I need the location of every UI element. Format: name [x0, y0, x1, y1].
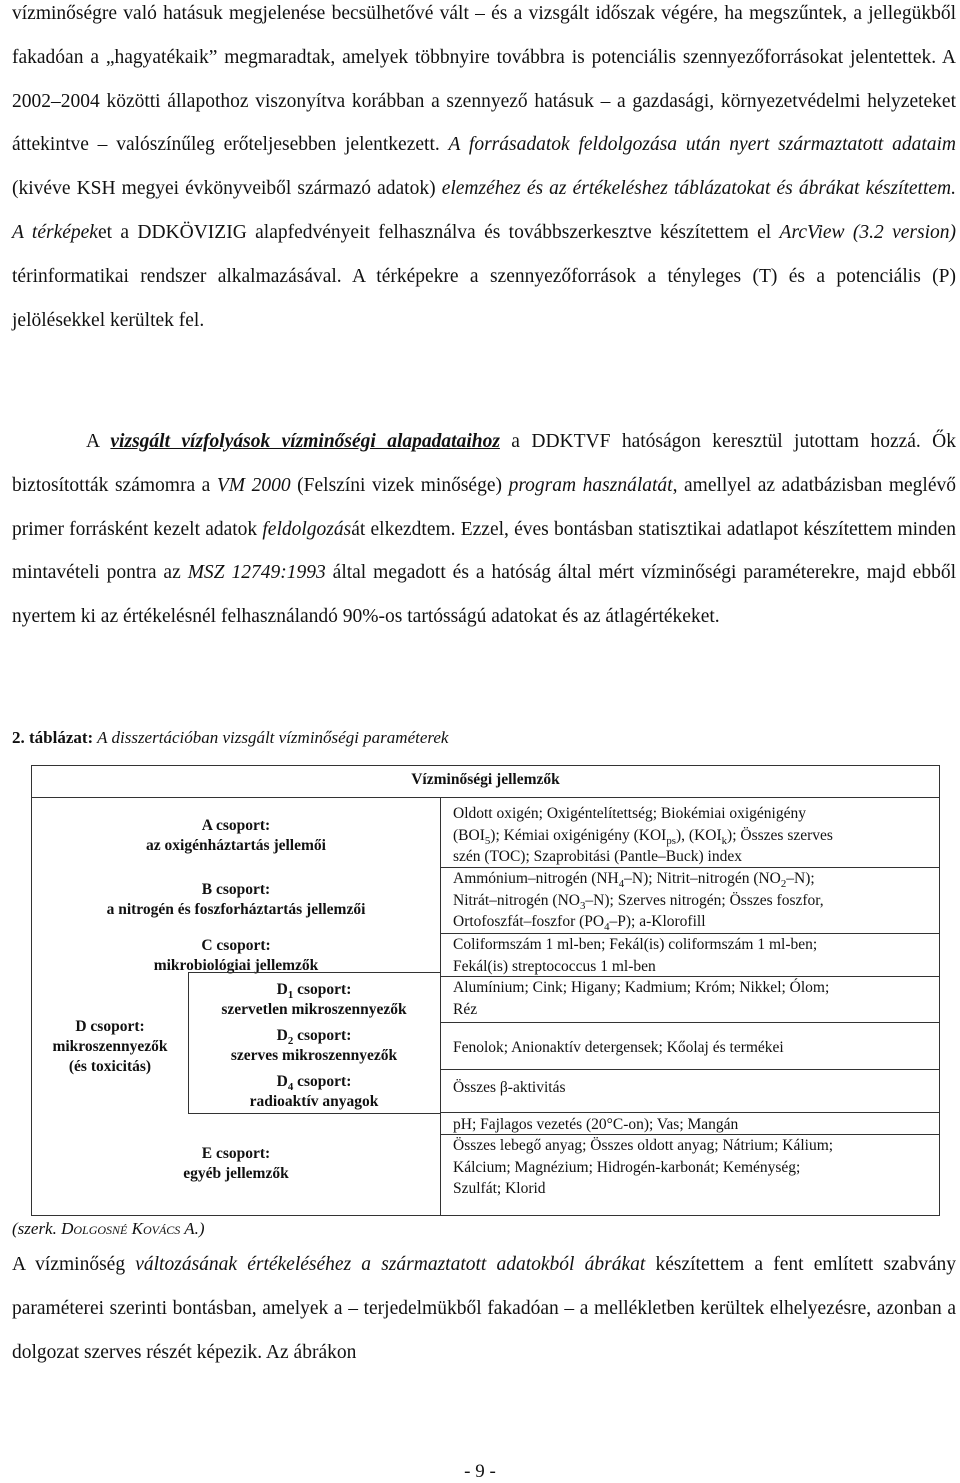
paragraph-3: [12, 1243, 956, 1374]
d1-index: 1: [287, 989, 294, 1002]
group-d-subtitle: mikroszennyezők: [52, 1038, 168, 1055]
group-b-subtitle: a nitrogén és foszforháztartás jellemzői: [106, 901, 366, 918]
param-text: –N); Nitrit–nitrogén (NO: [624, 870, 781, 887]
group-d2: [188, 1026, 440, 1066]
closing-paragraph: [12, 1243, 956, 1374]
param-sub: 2: [780, 878, 787, 891]
group-b: [32, 880, 440, 920]
params-a: [453, 803, 833, 868]
group-e-title: E csoport:: [201, 1145, 271, 1162]
group-d: [32, 1017, 188, 1077]
param-line: Összes β-aktivitás: [453, 1079, 566, 1096]
paragraph-text: et a DDKÖVIZIG alapfedvényeit felhasználva és továbbszerkesztve készítettem el: [97, 221, 780, 243]
paragraph-text: (kivéve KSH megyei évkönyveiből származó adatok): [12, 178, 442, 200]
param-text: ); Kémiai oxigénigény (KOI: [490, 826, 667, 844]
param-sub: 4: [604, 921, 610, 934]
group-a: [32, 816, 440, 856]
paragraph-italic: változásának értékeléséhez a származtatott adatokból ábrákat: [135, 1254, 646, 1275]
paragraph-italic: program használatát: [508, 474, 673, 496]
paragraph-italic: elemzéhez és az értékeléshez táblázatokat és ábrákat készítettem. A térképek: [12, 178, 956, 243]
param-sub: ps: [666, 834, 676, 847]
group-d1: [188, 980, 440, 1020]
paragraph-2: [12, 420, 956, 639]
params-c: [453, 934, 817, 977]
group-d1-desc: szervetlen mikroszennyezők: [221, 1001, 407, 1018]
paragraph-text: , amellyel az adatbázisban meglévő primer forrásként kezelt adatok: [12, 474, 957, 540]
group-d4-desc: radioaktív anyagok: [249, 1093, 379, 1110]
param-line: pH; Fajlagos vezetés (20°C-on); Vas; Mangán: [453, 1116, 739, 1133]
params-e-more: [453, 1135, 833, 1200]
param-line: Coliformszám 1 ml-ben; Fekál(is) coliformszám 1 ml-ben;: [453, 936, 818, 953]
table-source: [12, 1219, 205, 1239]
d1-label: csoport:: [293, 981, 352, 998]
paragraph-text: térinformatikai rendszer alkalmazásával. A térképekre a szennyezőforrások a tényleges (T) és a potenciális (P) jelölésekkel kerültek fel.: [12, 265, 956, 331]
group-d2-desc: szerves mikroszennyezők: [230, 1047, 398, 1064]
group-c: [32, 936, 440, 976]
param-line: Oldott oxigén; Oxigéntelítettség; Biokémiai oxigénigény: [453, 805, 806, 822]
paragraph-text: készítettem a fent említett szabvány paraméterei szerinti bontásban, amelyek a – terjedelmükből fakadóan – a mellékletben kerültek elhelyezésre, azonban a dolgozat szerves részét képezik. Az ábrákon: [12, 1254, 956, 1363]
group-d4: [188, 1072, 440, 1112]
paragraph-italic: MSZ 12749:1993: [187, 562, 326, 584]
param-text: ); Összes szerves: [727, 826, 833, 844]
row-divider: [440, 1112, 940, 1113]
group-a-title: A csoport:: [201, 817, 271, 834]
param-text: Ammónium–nitrogén (NH: [453, 870, 619, 887]
param-text: (BOI: [453, 826, 485, 844]
d4-letter: D: [276, 1073, 288, 1090]
param-line: szén (TOC); Szaprobitási (Pantle–Buck) index: [453, 848, 742, 865]
param-line: Szulfát; Klorid: [453, 1180, 546, 1197]
param-line: Kálcium; Magnézium; Hidrogén-karbonát; Keménység;: [453, 1158, 801, 1176]
source-author: Dolgosné Kovács: [61, 1219, 181, 1238]
param-line: Fekál(is) streptococcus 1 ml-ben: [453, 957, 656, 975]
d2-label: csoport:: [293, 1027, 352, 1044]
paragraph-text: A vízminőség: [12, 1254, 136, 1275]
parameters-table: [31, 765, 940, 1216]
group-e-subtitle: egyéb jellemzők: [183, 1165, 289, 1182]
row-divider: [440, 1022, 940, 1023]
group-b-title: B csoport:: [201, 881, 271, 898]
paragraph-emphasis: vizsgált vízfolyások vízminőségi alapadataihoz: [110, 431, 500, 452]
param-text: –N); Szerves nitrogén; Összes foszfor,: [585, 891, 824, 909]
paragraph-italic: A forrásadatok feldolgozása után nyert származtatott adataim: [448, 134, 956, 156]
param-sub: 5: [484, 834, 491, 847]
paragraph-text: vízminőségre való hatásuk megjelenése becsülhetővé vált – és a vizsgált időszak végére, ha megszűntek, a jellegükből fakadóan a „hagyatékaik” megmaradtak, amelyek többnyire továbbra is potenciális szennyezőforrásokat jelentettek. A 2002–2004 közötti állapothoz viszonyítva korábban a szennyező hatásuk – a gazdasági, környezetvédelmi helyzeteket áttekintve – valószínűleg erőteljesebben jelentkezett.: [12, 3, 956, 156]
param-line: Összes lebegő anyag; Összes oldott anyag; Nátrium; Kálium;: [453, 1137, 834, 1154]
param-sub: 3: [579, 899, 586, 912]
params-d2: [453, 1037, 784, 1059]
param-text: Nitrát–nitrogén (NO: [453, 891, 580, 909]
paragraph-text: a DDKTVF hatóságon keresztül jutottam hozzá. Ők biztosították számomra a: [12, 431, 957, 496]
page-number: - 9 -: [464, 1461, 496, 1482]
caption-text: A disszertációban vizsgált vízminőségi paraméterek: [93, 728, 449, 747]
source-prefix: (szerk.: [12, 1219, 62, 1238]
params-d1: [453, 977, 829, 1020]
paragraph-italic: ArcView (3.2 version): [779, 221, 956, 243]
params-e: [453, 1114, 738, 1136]
param-text: –N);: [786, 870, 815, 887]
param-line: Fenolok; Anionaktív detergensek; Kőolaj és termékei: [453, 1039, 784, 1056]
paragraph-text: (Felszíni vizek minősége): [290, 474, 509, 496]
d2-index: 2: [287, 1035, 294, 1048]
paragraph-text: által megadott és a hatóság által mért vízminőségi paraméterekre, majd ebből nyertem ki az értékelésnél felhasználandó 90%-os tartósságú adatokat és az átlagértékeket.: [12, 562, 956, 628]
paragraph-italic: feldolgozás: [262, 518, 352, 540]
param-text: ), (KOI: [676, 826, 722, 844]
group-e: [32, 1144, 440, 1184]
table-header: Vízminőségi jellemzők: [32, 766, 939, 798]
d2-letter: D: [276, 1027, 288, 1044]
source-suffix: A.): [180, 1219, 205, 1238]
param-text: Ortofoszfát–foszfor (PO: [453, 913, 605, 930]
column-divider: [440, 797, 441, 1215]
caption-number: 2. táblázat:: [12, 728, 94, 747]
d4-index: 4: [287, 1081, 294, 1094]
params-d4: [453, 1077, 566, 1099]
paragraph-text: át elkezdtem. Ezzel, éves bontásban statisztikai adatlapot készítettem minden mintavételi pontra az: [12, 518, 956, 584]
param-line: Alumínium; Cink; Higany; Kadmium; Króm; Nikkel; Ólom;: [453, 979, 830, 996]
row-divider: [440, 1069, 940, 1070]
paragraph-italic: VM 2000: [216, 474, 291, 496]
table-caption: [12, 728, 448, 748]
params-b: [453, 868, 824, 933]
group-c-title: C csoport:: [201, 937, 271, 954]
param-sub: k: [721, 834, 728, 847]
paragraph-text: A: [86, 431, 111, 452]
param-sub: 4: [618, 878, 625, 891]
param-line: Réz: [453, 1000, 478, 1018]
group-d-subtitle-2: (és toxicitás): [68, 1058, 152, 1075]
group-c-subtitle: mikrobiológiai jellemzők: [153, 957, 319, 974]
group-a-subtitle: az oxigénháztartás jellemői: [146, 837, 326, 854]
d4-label: csoport:: [293, 1073, 352, 1090]
group-d-title: D csoport:: [75, 1018, 145, 1035]
param-text: –P); a-Klorofill: [609, 913, 706, 930]
paragraph-1: [12, 0, 956, 342]
d1-letter: D: [276, 981, 288, 998]
